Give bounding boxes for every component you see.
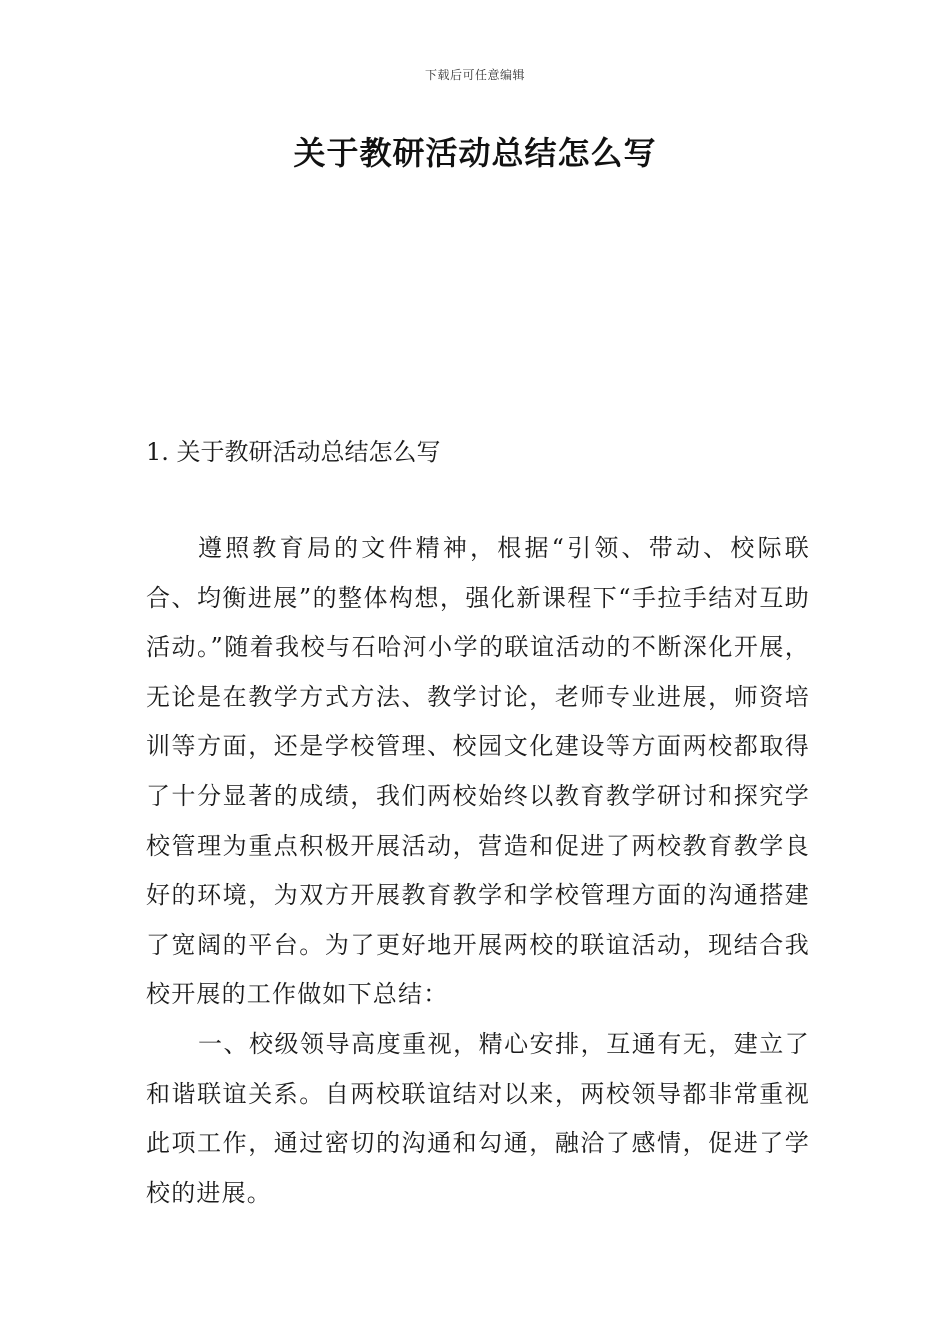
paragraph-point-one: 一、校级领导高度重视，精心安排，互通有无，建立了和谐联谊关系。自两校联谊结对以来，两校领导都非常重视此项工作，通过密切的沟通和勾通，融洽了感情，促进了学校的进展。: [146, 1029, 810, 1207]
paragraph-intro: 遵照教育局的文件精神，根据“引领、带动、校际联合、均衡进展”的整体构想，强化新课程下“手拉手结对互助活动。”随着我校与石哈河小学的联谊活动的不断深化开展，无论是在教学方式方法、教学讨论，老师专业进展，师资培训等方面，还是学校管理、校园文化建设等方面两校都取得了十分显著的成绩，我们两校始终以教育教学研讨和探究学校管理为重点积极开展活动，营造和促进了两校教育教学良好的环境，为双方开展教育教学和学校管理方面的沟通搭建了宽阔的平台。为了更好地开展两校的联谊活动，现结合我校开展的工作做如下总结：: [146, 534, 810, 1009]
document-title: 关于教研活动总结怎么写: [293, 134, 657, 172]
body-text: [146, 524, 810, 1218]
header-note: 下载后可任意编辑: [424, 68, 525, 82]
section-heading: 1. 关于教研活动总结怎么写: [146, 438, 441, 466]
